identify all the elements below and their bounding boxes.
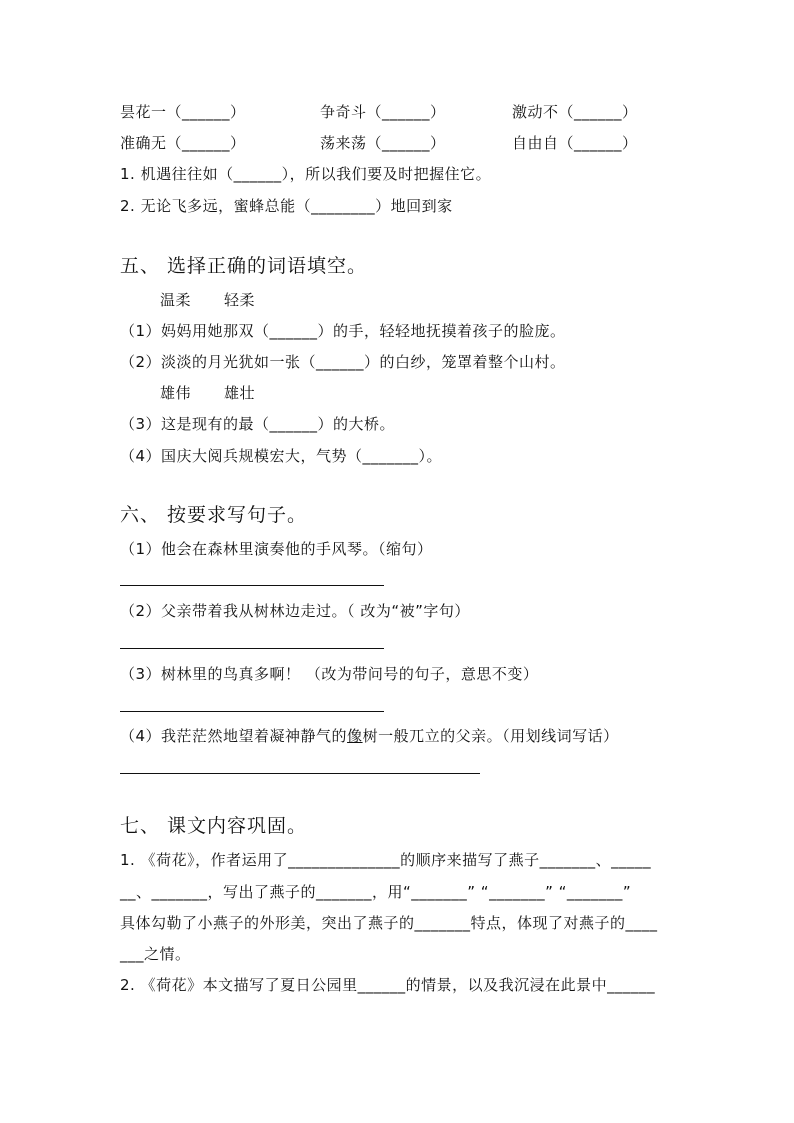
section-six-q4 [120, 726, 619, 746]
section-seven-line-3: 具体勾勒了小燕子的外形美，突出了燕子的_______特点，体现了对燕子的____ [120, 914, 658, 932]
section-five-title: 五、 选择正确的词语填空。 [120, 255, 368, 277]
section-seven-line-2: __、_______，写出了燕子的_______，用“_______” “_______” “_______” [120, 883, 632, 901]
answer-line-3 [120, 711, 384, 712]
idiom-2: 争奇斗（______） [320, 103, 446, 121]
section-five-q4: （4）国庆大阅兵规模宏大，气势（_______）。 [120, 447, 443, 465]
section-six-q4-end: 树一般兀立的父亲。（用划线词写话） [362, 727, 619, 745]
section-five-q3: （3）这是现有的最（______）的大桥。 [120, 415, 396, 433]
section-six-title: 六、 按要求写句子。 [120, 504, 308, 526]
idiom-1: 昙花一（______） [120, 103, 246, 121]
section-seven-line-1: 1. 《荷花》，作者运用了______________的顺序来描写了燕子_______、_____ [120, 851, 652, 869]
section-seven-title: 七、 课文内容巩固。 [120, 815, 308, 837]
idiom-4: 准确无（______） [120, 134, 246, 152]
idiom-5: 荡来荡（______） [320, 134, 446, 152]
idiom-6: 自由自（______） [512, 134, 638, 152]
answer-line-4 [120, 773, 480, 774]
section-five-q2: （2）淡淡的月光犹如一张（______）的白纱，笼罩着整个山村。 [120, 353, 566, 371]
section-six-q3: （3）树林里的鸟真多啊！ （改为带问号的句子，意思不变） [120, 665, 539, 683]
answer-line-2 [120, 648, 384, 649]
section-six-q4-start: （4）我茫茫然地望着凝神静气的 [120, 727, 348, 745]
word-option-qingrou: 轻柔 [224, 291, 256, 309]
word-option-xiongwei: 雄伟 [160, 384, 192, 402]
underlined-word: 像 [347, 727, 363, 745]
answer-line-1 [120, 585, 384, 586]
section-five-q1: （1）妈妈用她那双（______）的手，轻轻地抚摸着孩子的脸庞。 [120, 322, 566, 340]
section-six-q2: （2）父亲带着我从树林边走过。（ 改为“被”字句） [120, 602, 470, 620]
idiom-sentence-1: 1. 机遇往往如（______），所以我们要及时把握住它。 [120, 165, 492, 183]
section-seven-line-4: ___之情。 [120, 945, 191, 963]
word-option-wenrou: 温柔 [160, 291, 192, 309]
section-seven-line-5: 2. 《荷花》本文描写了夏日公园里______的情景，以及我沉浸在此景中______ [120, 976, 656, 994]
idiom-sentence-2: 2. 无论飞多远，蜜蜂总能（________）地回到家 [120, 197, 453, 215]
idiom-3: 激动不（______） [512, 103, 638, 121]
section-six-q1: （1）他会在森林里演奏他的手风琴。（缩句） [120, 540, 433, 558]
word-option-xiongzhuang: 雄壮 [224, 384, 256, 402]
